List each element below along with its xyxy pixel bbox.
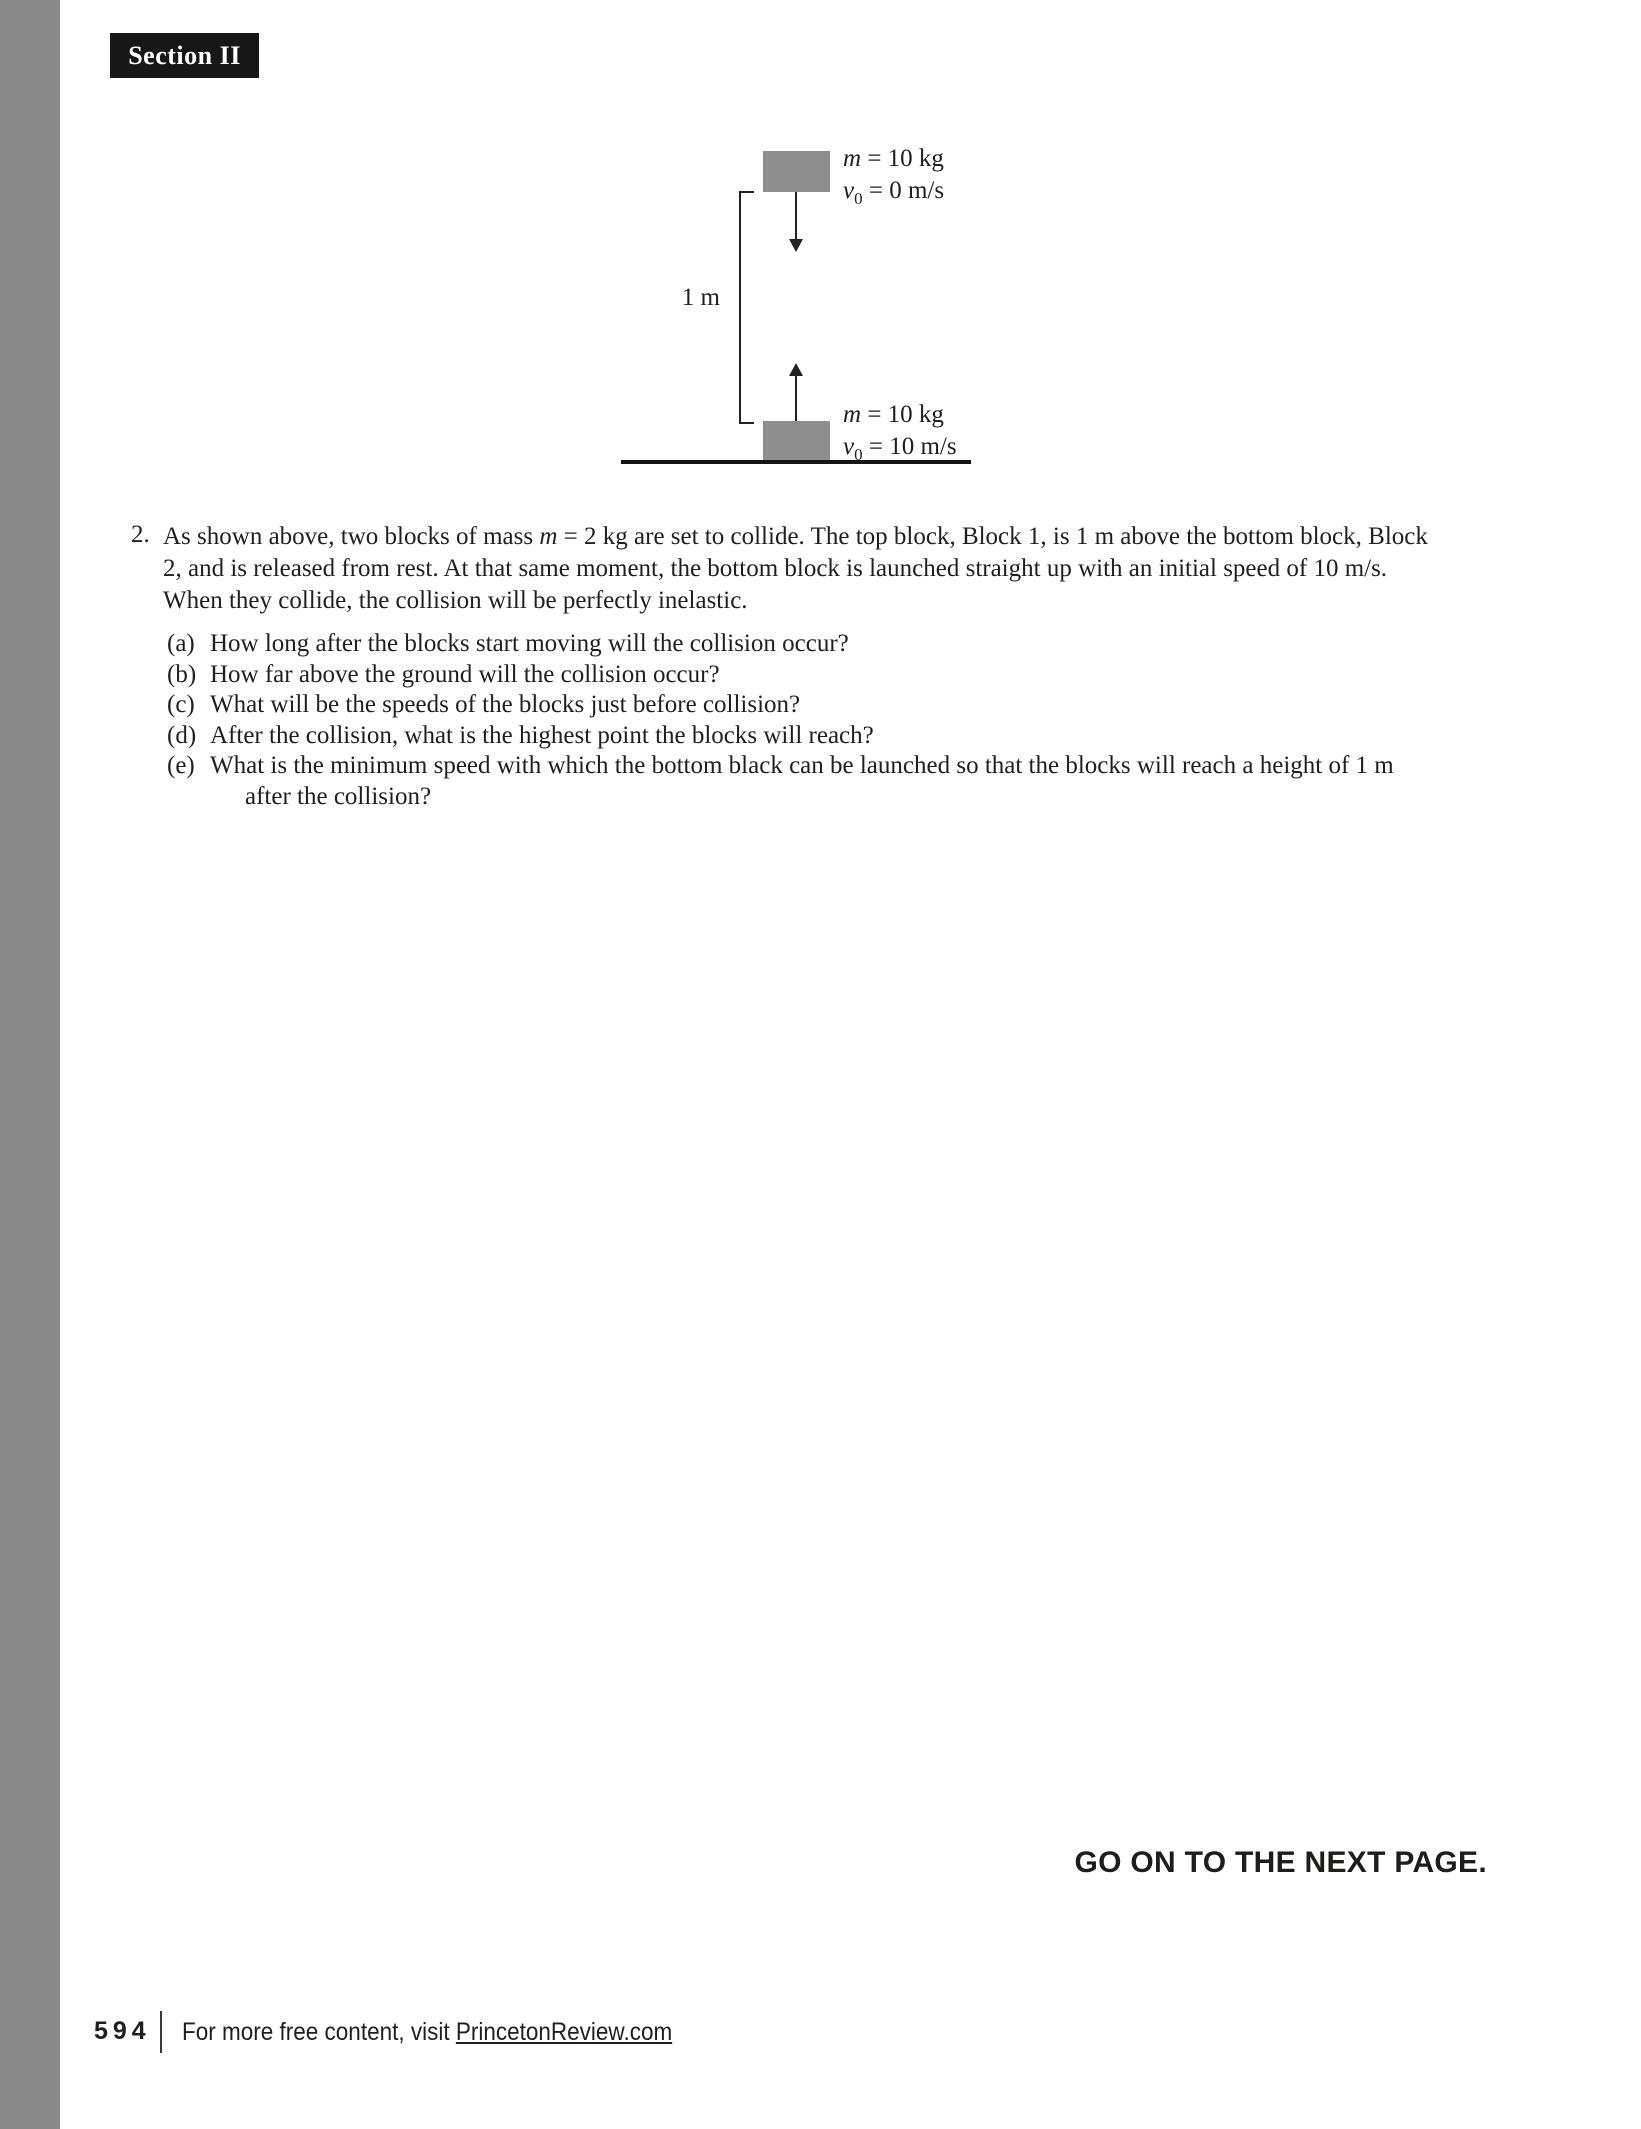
question-text-line: As shown above, two blocks of mass m = 2 kg are set to collide. The top block, Block 1, is 1 m above the bottom block, Block xyxy=(163,523,1428,550)
left-margin-bar xyxy=(0,0,60,2129)
question-number: 2. xyxy=(131,521,150,548)
arrow-up-icon xyxy=(795,375,797,421)
princeton-review-link[interactable]: PrincetonReview.com xyxy=(455,2018,673,2046)
part-label: (a) xyxy=(167,630,195,657)
footer-note: For more free content, visit PrincetonReview.com xyxy=(182,2018,673,2046)
distance-label: 1 m xyxy=(681,284,720,311)
arrow-down-icon xyxy=(789,239,803,252)
part-text: How long after the blocks start moving will the collision occur? xyxy=(210,630,849,657)
bottom-block xyxy=(763,421,830,462)
part-label: (b) xyxy=(167,660,197,688)
footer-divider xyxy=(160,2011,162,2053)
part-text: What is the minimum speed with which the bottom black can be launched so that the blocks will reach a height of 1 m xyxy=(210,752,1394,779)
question-text-line: 2, and is released from rest. At that same moment, the bottom block is launched straight up with an initial speed of 10 m/s. xyxy=(163,555,1388,582)
arrow-up-icon xyxy=(789,363,803,376)
question-parts xyxy=(167,629,1394,812)
part-label: (c) xyxy=(167,691,195,718)
top-block-labels xyxy=(843,143,944,215)
top-block-velocity-label: $v_0 = 0$ m/s xyxy=(843,177,945,208)
part-label: (e) xyxy=(167,752,195,779)
part-label: (d) xyxy=(167,721,197,749)
go-on-instruction: GO ON TO THE NEXT PAGE. xyxy=(1074,1846,1487,1879)
part-text: How far above the ground will the collision occur? xyxy=(210,660,720,688)
question-text xyxy=(163,521,1428,617)
distance-bracket xyxy=(739,191,754,424)
question-part-b xyxy=(167,660,1394,691)
bottom-block-velocity-label: $v_0 = 10$ m/s xyxy=(843,433,957,464)
bottom-block-mass-label: m = 10 kg xyxy=(843,401,944,428)
bottom-block-labels xyxy=(843,399,957,471)
question-part-d xyxy=(167,721,1394,752)
top-block xyxy=(763,151,830,192)
question-text-line: When they collide, the collision will be perfectly inelastic. xyxy=(163,587,748,614)
question-part-a xyxy=(167,629,1394,660)
section-badge xyxy=(110,33,259,78)
arrow-down-icon xyxy=(795,192,797,240)
question-part-c xyxy=(167,690,1394,721)
top-block-mass-label: m = 10 kg xyxy=(843,145,944,172)
part-text-wrap: after the collision? xyxy=(245,782,432,810)
question-part-e xyxy=(167,751,1394,812)
page-number: 594 xyxy=(94,2017,151,2045)
section-badge-label: Section II xyxy=(128,40,241,70)
part-text: After the collision, what is the highest point the blocks will reach? xyxy=(210,721,874,749)
part-text: What will be the speeds of the blocks just before collision? xyxy=(210,691,801,718)
